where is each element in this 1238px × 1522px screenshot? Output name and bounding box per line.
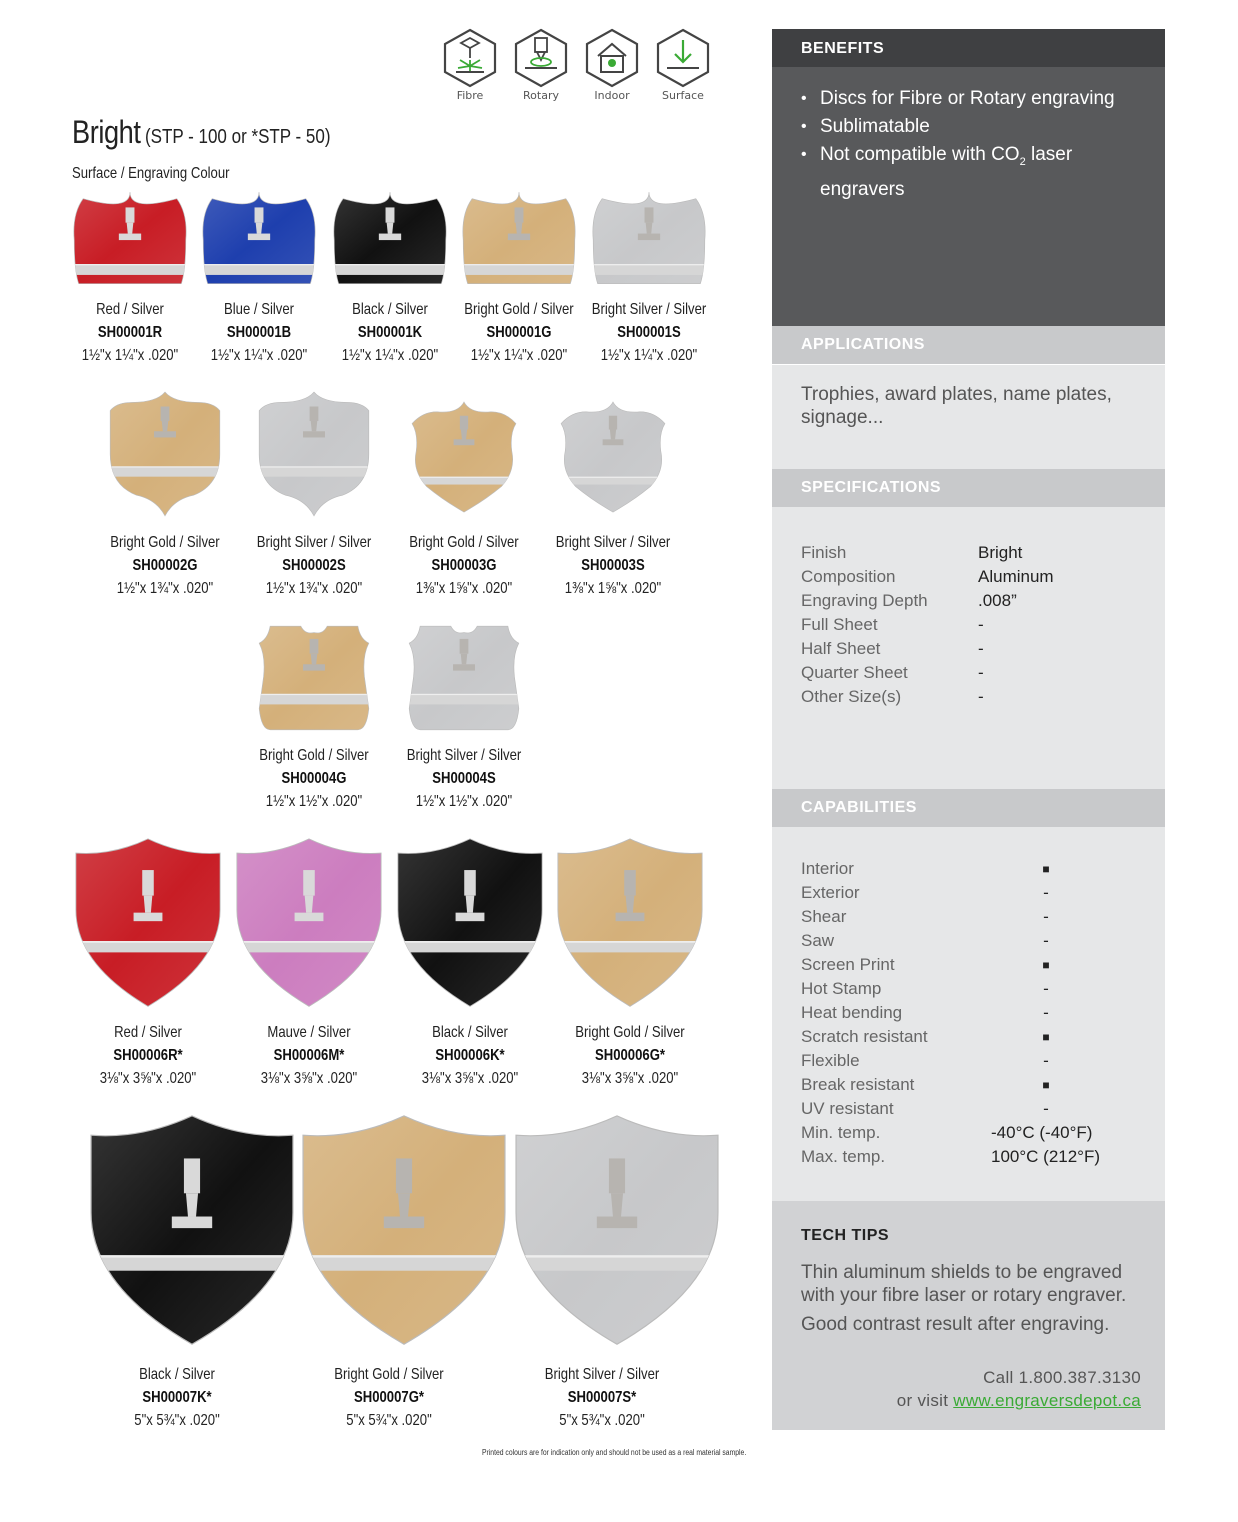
product-name: Black / Silver — [139, 1366, 215, 1383]
capability-row — [801, 905, 1136, 929]
product-card — [374, 622, 554, 810]
product-card — [523, 400, 703, 597]
tech-tips-p1: Thin aluminum shields to be engraved with your fibre laser or rotary engraver. — [801, 1262, 1127, 1306]
capability-key: Flexible — [801, 1051, 860, 1070]
capability-row — [801, 1097, 1136, 1121]
capability-key: Screen Print — [801, 955, 895, 974]
shield-plate-icon — [87, 1112, 297, 1352]
product-size: 1½"x 1¾"x .020" — [265, 580, 363, 597]
shield-plate-icon — [407, 622, 521, 734]
capability-value: ■ — [1042, 862, 1050, 876]
temperature-row — [801, 1121, 1136, 1145]
product-code: SH00002S — [282, 557, 346, 574]
product-name: Mauve / Silver — [267, 1024, 351, 1041]
spec-row — [801, 565, 1136, 589]
product-code: SH00002G — [132, 557, 198, 574]
capability-row — [801, 1049, 1136, 1073]
product-code: SH00007S* — [567, 1389, 637, 1406]
spec-row — [801, 541, 1136, 565]
capability-value: - — [1043, 1051, 1049, 1070]
temperature-key: Max. temp. — [801, 1147, 886, 1166]
product-code: SH00006M* — [273, 1047, 345, 1064]
process-icons — [440, 28, 713, 102]
footnote: Printed colours are for indication only and should not be used as a real material sample. — [482, 1448, 747, 1457]
co2-suffix: laser engravers — [820, 144, 1073, 200]
surface-arrow-icon — [655, 28, 711, 88]
website-link[interactable]: www.engraversdepot.ca — [953, 1391, 1141, 1410]
shield-plate-icon — [512, 1112, 722, 1352]
spec-row — [801, 613, 1136, 637]
product-size: 1½"x 1¼"x .020" — [210, 347, 308, 364]
capability-value: ■ — [1042, 958, 1050, 972]
product-code: SH00007K* — [142, 1389, 212, 1406]
capability-key: Interior — [801, 859, 854, 878]
capability-value: - — [1043, 1003, 1049, 1022]
product-code: SH00004S — [432, 770, 496, 787]
capability-row — [801, 881, 1136, 905]
co2-prefix: Not compatible with CO — [820, 144, 1020, 165]
capability-key: Shear — [801, 907, 847, 926]
phone-number: Call 1.800.387.3130 — [983, 1368, 1141, 1387]
product-name: Bright Gold / Silver — [464, 301, 574, 318]
spec-key: Full Sheet — [801, 615, 878, 634]
product-card — [540, 836, 720, 1087]
rotary-engraver-icon — [513, 28, 569, 88]
product-card — [87, 1112, 267, 1429]
product-card — [58, 836, 238, 1087]
visit-line — [897, 1389, 1141, 1412]
product-name: Bright Silver / Silver — [544, 1366, 660, 1383]
capability-key: Break resistant — [801, 1075, 915, 1094]
spec-row — [801, 589, 1136, 613]
capability-value: - — [1043, 931, 1049, 950]
product-name: Black / Silver — [432, 1024, 508, 1041]
indoor-process — [582, 28, 642, 102]
tech-tips-title: TECH TIPS — [801, 1227, 890, 1244]
capability-value: - — [1043, 883, 1049, 902]
capabilities-header: CAPABILITIES — [772, 789, 1165, 827]
benefits-header: BENEFITS — [772, 29, 1165, 67]
spec-value: Aluminum — [978, 567, 1054, 586]
product-size: 5"x 5¾"x .020" — [346, 1412, 432, 1429]
contact-info — [897, 1366, 1141, 1412]
capability-key: Exterior — [801, 883, 860, 902]
visit-prefix: or visit — [896, 1391, 954, 1410]
tech-tips — [772, 1201, 1165, 1430]
rotary-label: Rotary — [523, 89, 559, 102]
surface-label: Surface — [662, 89, 704, 102]
product-name: Bright Gold / Silver — [409, 534, 519, 551]
shield-plate-icon — [73, 836, 223, 1012]
shield-plate-icon — [559, 400, 667, 516]
indoor-house-icon — [584, 28, 640, 88]
product-name: Red / Silver — [96, 301, 164, 318]
shield-plate-icon — [591, 190, 707, 288]
title-text: Bright — [72, 114, 141, 150]
product-code: SH00004G — [281, 770, 347, 787]
capability-row — [801, 977, 1136, 1001]
product-name: Bright Gold / Silver — [334, 1366, 444, 1383]
product-name: Bright Silver / Silver — [256, 534, 372, 551]
applications-body — [772, 365, 1165, 469]
fibre-label: Fibre — [456, 89, 484, 102]
product-size: 3⅛"x 3⅝"x .020" — [260, 1070, 358, 1087]
fibre-laser-icon — [442, 28, 498, 88]
capability-key: Heat bending — [801, 1003, 903, 1022]
co2-subscript: 2 — [1019, 155, 1026, 168]
spec-key: Half Sheet — [801, 639, 881, 658]
tech-tips-p2: Good contrast result after engraving. — [801, 1314, 1110, 1335]
capability-value: - — [1043, 907, 1049, 926]
indoor-label: Indoor — [594, 89, 630, 102]
spec-value: .008” — [978, 591, 1017, 610]
product-code: SH00007G* — [353, 1389, 425, 1406]
capability-key: Hot Stamp — [801, 979, 882, 998]
spec-row — [801, 661, 1136, 685]
benefits-body — [772, 67, 1165, 326]
page-subtitle: Surface / Engraving Colour — [72, 165, 230, 182]
spec-key: Finish — [801, 543, 847, 562]
product-code: SH00006R* — [113, 1047, 183, 1064]
shield-plate-icon — [395, 836, 545, 1012]
capability-row — [801, 929, 1136, 953]
product-code: SH00006K* — [435, 1047, 505, 1064]
shield-plate-icon — [234, 836, 384, 1012]
product-size: 1½"x 1½"x .020" — [415, 793, 513, 810]
shield-plate-icon — [108, 390, 222, 520]
product-code: SH00001B — [226, 324, 292, 341]
product-code: SH00006G* — [594, 1047, 666, 1064]
capability-row — [801, 1025, 1136, 1049]
product-name: Blue / Silver — [223, 301, 295, 318]
product-name: Bright Gold / Silver — [259, 747, 369, 764]
product-size: 1½"x 1¾"x .020" — [116, 580, 214, 597]
capability-value: ■ — [1042, 1078, 1050, 1092]
benefit-item: • Sublimatable — [801, 113, 1136, 141]
product-card — [380, 836, 560, 1087]
product-name: Bright Silver / Silver — [591, 301, 707, 318]
title-model: (STP - 100 or *STP - 50) — [145, 126, 331, 148]
product-name: Bright Gold / Silver — [575, 1024, 685, 1041]
product-code: SH00001G — [486, 324, 552, 341]
specifications-body — [772, 507, 1165, 789]
applications-header: APPLICATIONS — [772, 326, 1165, 364]
product-size: 1½"x 1¼"x .020" — [81, 347, 179, 364]
product-name: Bright Silver / Silver — [406, 747, 522, 764]
temperature-key: Min. temp. — [801, 1123, 881, 1142]
benefits-list — [801, 85, 1136, 204]
capability-key: Scratch resistant — [801, 1027, 928, 1046]
capability-row — [801, 953, 1136, 977]
spec-key: Quarter Sheet — [801, 663, 908, 682]
product-code: SH00003S — [581, 557, 645, 574]
fibre-process — [440, 28, 500, 102]
capability-value: - — [1043, 979, 1049, 998]
product-size: 3⅛"x 3⅝"x .020" — [99, 1070, 197, 1087]
benefit-item: • Discs for Fibre or Rotary engraving — [801, 85, 1136, 113]
temperature-value: -40°C (-40°F) — [991, 1123, 1093, 1142]
product-size: 3⅛"x 3⅝"x .020" — [581, 1070, 679, 1087]
spec-key: Engraving Depth — [801, 591, 928, 610]
spec-key: Composition — [801, 567, 896, 586]
spec-key: Other Size(s) — [801, 687, 902, 706]
spec-value: - — [978, 615, 984, 634]
spec-row — [801, 637, 1136, 661]
temperature-value: 100°C (212°F) — [991, 1147, 1101, 1166]
product-code: SH00003G — [431, 557, 497, 574]
page-title — [72, 114, 363, 151]
temperature-row — [801, 1145, 1136, 1169]
product-card — [512, 1112, 692, 1429]
capability-key: Saw — [801, 931, 835, 950]
product-card — [299, 1112, 479, 1429]
product-name: Bright Gold / Silver — [110, 534, 220, 551]
rotary-process — [511, 28, 571, 102]
surface-process — [653, 28, 713, 102]
product-size: 1½"x 1¼"x .020" — [470, 347, 568, 364]
capability-value: ■ — [1042, 1030, 1050, 1044]
spec-value: - — [978, 639, 984, 658]
spec-row — [801, 685, 1136, 709]
applications-text: Trophies, award plates, name plates, signage... — [801, 384, 1112, 428]
capability-row — [801, 857, 1136, 881]
shield-plate-icon — [555, 836, 705, 1012]
product-code: SH00001S — [617, 324, 681, 341]
shield-plate-icon — [257, 622, 371, 734]
product-name: Bright Silver / Silver — [555, 534, 671, 551]
spec-value: - — [978, 663, 984, 682]
shield-plate-icon — [257, 390, 371, 520]
capability-value: - — [1043, 1099, 1049, 1118]
capabilities-body — [772, 827, 1165, 1201]
product-size: 5"x 5¾"x .020" — [559, 1412, 645, 1429]
benefit-item-co2 — [801, 141, 1136, 204]
capability-row — [801, 1073, 1136, 1097]
product-name: Red / Silver — [114, 1024, 182, 1041]
capability-row — [801, 1001, 1136, 1025]
shield-plate-icon — [410, 400, 518, 516]
product-size: 1⅜"x 1⅝"x .020" — [415, 580, 513, 597]
product-size: 5"x 5¾"x .020" — [134, 1412, 220, 1429]
product-size: 1⅜"x 1⅝"x .020" — [564, 580, 662, 597]
product-card — [219, 836, 399, 1087]
product-name: Black / Silver — [352, 301, 428, 318]
product-code: SH00001R — [97, 324, 163, 341]
product-size: 1½"x 1¼"x .020" — [341, 347, 439, 364]
product-card — [559, 190, 739, 364]
shield-plate-icon — [299, 1112, 509, 1352]
product-size: 3⅛"x 3⅝"x .020" — [421, 1070, 519, 1087]
spec-value: Bright — [978, 543, 1023, 562]
product-code: SH00001K — [357, 324, 423, 341]
product-size: 1½"x 1½"x .020" — [265, 793, 363, 810]
product-size: 1½"x 1¼"x .020" — [600, 347, 698, 364]
spec-value: - — [978, 687, 984, 706]
capability-key: UV resistant — [801, 1099, 894, 1118]
specifications-header: SPECIFICATIONS — [772, 469, 1165, 507]
